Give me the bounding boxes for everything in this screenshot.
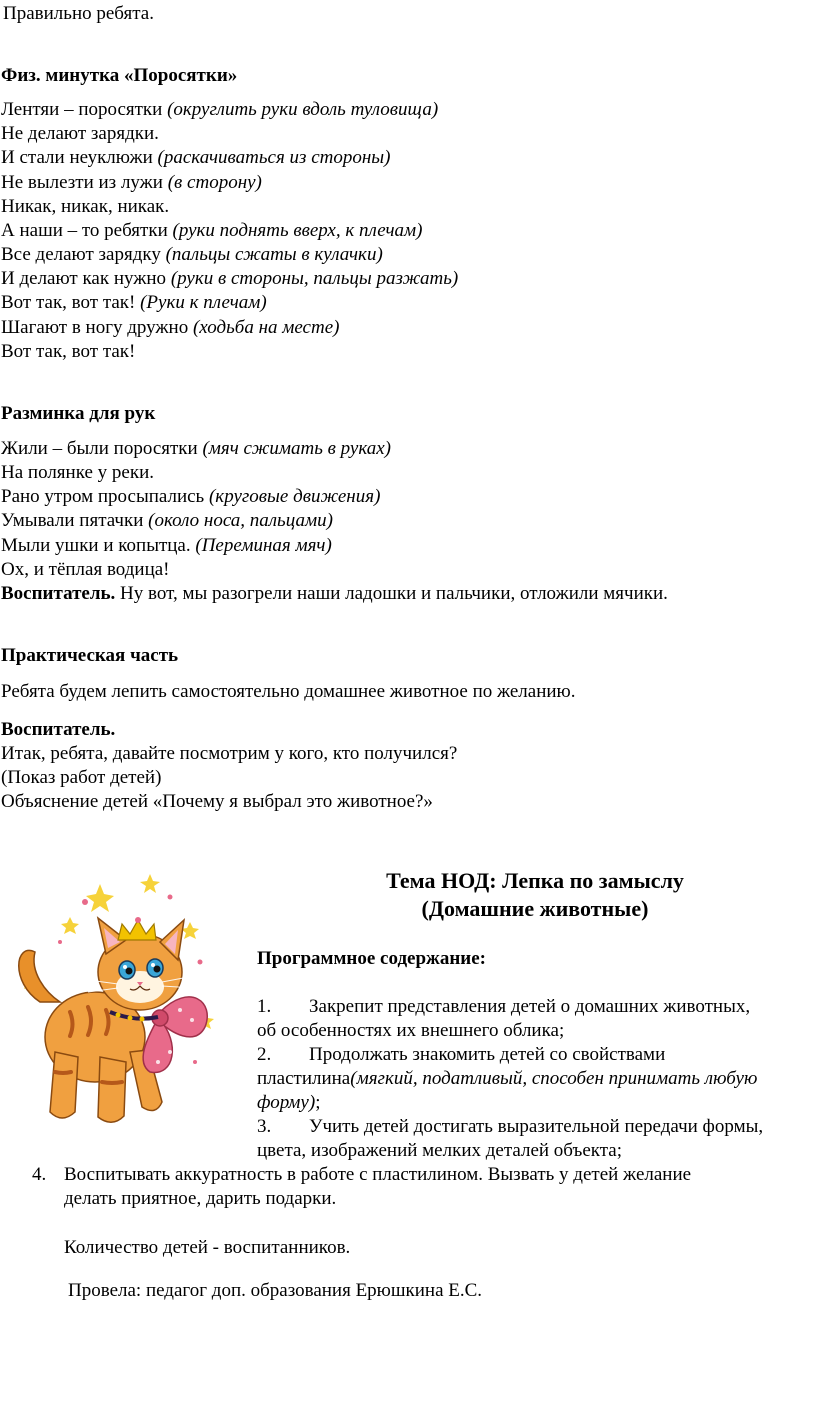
list-item: 2. Продолжать знакомить детей со свойствами [257, 1044, 666, 1065]
poem-line: На полянке у реки. [1, 462, 154, 483]
poem-line: Лентяи – поросятки (округлить руки вдоль туловища) [1, 99, 439, 120]
topic-title-line: Тема НОД: Лепка по замыслу [386, 868, 684, 893]
poem-line: Вот так, вот так! (Руки к плечам) [1, 292, 267, 313]
poem-line: Мыли ушки и копытца. (Переминая мяч) [1, 535, 332, 556]
conducted-by: Провела: педагог доп. образования Ерюшкина Е.С. [68, 1280, 483, 1301]
topic-title-line: (Домашние животные) [421, 896, 649, 921]
poem-line: Все делают зарядку (пальцы сжаты в кулачки) [1, 244, 383, 265]
list-item-cont: пластилина(мягкий, податливый, способен принимать любую [257, 1068, 758, 1089]
poem-line: Ох, и тёплая водица! [1, 559, 170, 580]
teacher-remark: Воспитатель. Ну вот, мы разогрели наши ладошки и пальчики, отложили мячики. [1, 583, 668, 604]
list-item: 3. Учить детей достигать выразительной передачи формы, [257, 1116, 764, 1137]
poem-line: И делают как нужно (руки в стороны, пальцы разжать) [1, 268, 459, 289]
list-item: 1. Закрепит представления детей о домашних животных, [257, 996, 751, 1017]
kitten-illustration [0, 862, 240, 1140]
teacher-label: Воспитатель. [1, 719, 116, 740]
list-item: 4. Воспитывать аккуратность в работе с пластилином. Вызвать у детей желание [32, 1164, 692, 1185]
poem-line: Рано утром просыпались (круговые движения) [1, 486, 381, 507]
poem-line: Жили – были поросятки (мяч сжимать в руках) [1, 438, 392, 459]
program-heading: Программное содержание: [257, 948, 486, 969]
practical-line: Объяснение детей «Почему я выбрал это животное?» [1, 791, 433, 812]
poem-line: Никак, никак, никак. [1, 196, 170, 217]
section-heading-warmup: Разминка для рук [1, 403, 156, 424]
poem-line: Шагают в ногу дружно (ходьба на месте) [1, 317, 340, 338]
crown-icon [118, 917, 156, 940]
poem-line: Вот так, вот так! [1, 341, 136, 362]
list-item-cont: форму); [257, 1092, 321, 1113]
list-item-cont: делать приятное, дарить подарки. [64, 1188, 337, 1209]
poem-line: А наши – то ребятки (руки поднять вверх, к плечам) [1, 220, 423, 241]
intro-text: Правильно ребята. [3, 3, 154, 24]
section-heading-practical: Практическая часть [1, 645, 179, 666]
topic-title [240, 867, 816, 923]
poem-line: И стали неуклюжи (раскачиваться из стороны) [1, 147, 391, 168]
list-item-cont: цвета, изображений мелких деталей объекта; [257, 1140, 622, 1161]
practical-line: Итак, ребята, давайте посмотрим у кого, кто получился? [1, 743, 458, 764]
practical-line: (Показ работ детей) [1, 767, 162, 788]
children-count: Количество детей - воспитанников. [64, 1237, 351, 1258]
section-heading-physical: Физ. минутка «Поросятки» [1, 65, 238, 86]
list-item-cont: об особенностях их внешнего облика; [257, 1020, 565, 1041]
practical-text: Ребята будем лепить самостоятельно домашнее животное по желанию. [1, 681, 576, 702]
poem-line: Не вылезти из лужи (в сторону) [1, 172, 262, 193]
poem-line: Умывали пятачки (около носа, пальцами) [1, 510, 333, 531]
poem-line: Не делают зарядки. [1, 123, 159, 144]
